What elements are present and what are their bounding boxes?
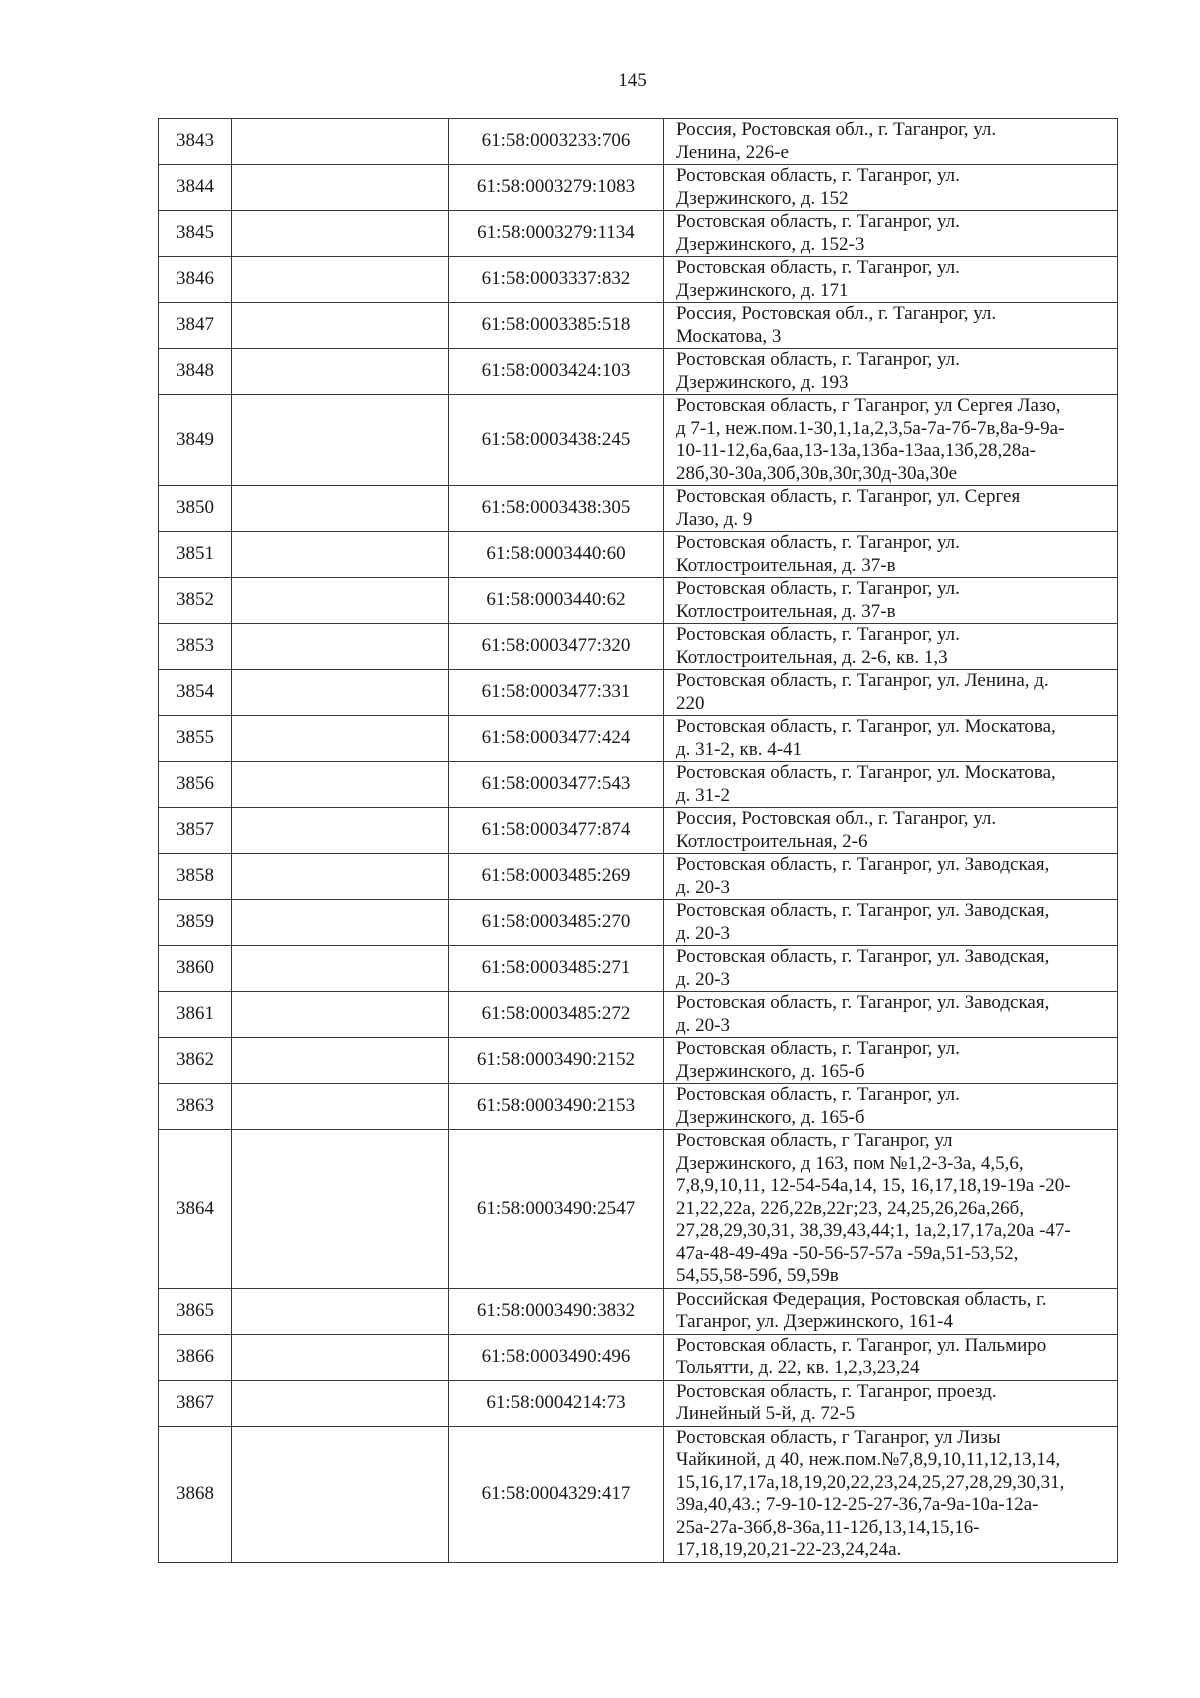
address-line: 17,18,19,20,21-22-23,24,24а. (676, 1539, 902, 1560)
row-number: 3846 (159, 257, 232, 303)
address-cell (664, 1084, 1118, 1130)
table-row (159, 1288, 1118, 1334)
cadastral-number: 61:58:0003477:331 (449, 670, 664, 716)
row-number: 3857 (159, 808, 232, 854)
table-row (159, 349, 1118, 395)
address-line: Ростовская область, г. Таганрог, ул. Пальмиро (676, 1334, 1047, 1356)
cadastral-number: 61:58:0003337:832 (449, 257, 664, 303)
registry-table-body (159, 119, 1118, 1563)
cadastral-number: 61:58:0003490:2547 (449, 1130, 664, 1289)
address-cell (664, 532, 1118, 578)
row-number: 3855 (159, 716, 232, 762)
address-cell (664, 119, 1118, 165)
empty-cell (232, 854, 449, 900)
empty-cell (232, 808, 449, 854)
row-number: 3843 (159, 119, 232, 165)
address-cell (664, 578, 1118, 624)
row-number: 3861 (159, 992, 232, 1038)
address-line: д. 20-3 (676, 922, 730, 944)
address-line: 27,28,29,30,31, 38,39,43,44;1, 1а,2,17,17а,20а -47- (676, 1220, 1071, 1241)
table-row (159, 211, 1118, 257)
address-cell (664, 992, 1118, 1038)
empty-cell (232, 670, 449, 716)
address-line: Ростовская область, г Таганрог, ул (676, 1130, 953, 1151)
address-line: Тольятти, д. 22, кв. 1,2,3,23,24 (676, 1357, 920, 1378)
address-cell (664, 257, 1118, 303)
table-row (159, 1130, 1118, 1289)
address-line: Ростовская область, г. Таганрог, ул. (676, 1038, 960, 1059)
table-row (159, 486, 1118, 532)
row-number: 3863 (159, 1084, 232, 1130)
address-line: Дзержинского, д. 193 (676, 371, 849, 393)
address-cell (664, 165, 1118, 211)
cadastral-number: 61:58:0003233:706 (449, 119, 664, 165)
address-cell (664, 946, 1118, 992)
row-number: 3854 (159, 670, 232, 716)
row-number: 3860 (159, 946, 232, 992)
address-cell (664, 1288, 1118, 1334)
cadastral-number: 61:58:0003490:2152 (449, 1038, 664, 1084)
cadastral-number: 61:58:0003424:103 (449, 349, 664, 395)
address-line: Ростовская область, г Таганрог, ул Лизы (676, 1426, 1001, 1448)
table-row (159, 946, 1118, 992)
table-row (159, 624, 1118, 670)
address-cell (664, 1380, 1118, 1426)
cadastral-number: 61:58:0003490:3832 (449, 1288, 664, 1334)
table-row (159, 808, 1118, 854)
table-row (159, 532, 1118, 578)
cadastral-number: 61:58:0003485:272 (449, 992, 664, 1038)
page-number: 145 (618, 70, 647, 91)
empty-cell (232, 1334, 449, 1380)
address-line: Ростовская область, г. Таганрог, ул. (676, 624, 960, 645)
table-row (159, 762, 1118, 808)
row-number: 3850 (159, 486, 232, 532)
cadastral-number: 61:58:0003490:496 (449, 1334, 664, 1380)
table-row (159, 1426, 1118, 1562)
address-line: д. 31-2, кв. 4-41 (676, 738, 803, 760)
address-line: Котлостроительная, 2-6 (676, 830, 868, 852)
row-number: 3867 (159, 1380, 232, 1426)
address-line: 21,22,22а, 22б,22в,22г;23, 24,25,26,26а,26б, (676, 1197, 1024, 1219)
row-number: 3865 (159, 1288, 232, 1334)
empty-cell (232, 532, 449, 578)
row-number: 3868 (159, 1426, 232, 1562)
cadastral-number: 61:58:0004329:417 (449, 1426, 664, 1562)
empty-cell (232, 257, 449, 303)
empty-cell (232, 1084, 449, 1130)
address-line: Ростовская область, г Таганрог, ул Сергея Лазо, (676, 395, 1061, 416)
address-line: Дзержинского, д. 165-б (676, 1106, 865, 1128)
row-number: 3866 (159, 1334, 232, 1380)
address-cell (664, 808, 1118, 854)
address-line: д. 20-3 (676, 876, 730, 898)
address-line: Ростовская область, г. Таганрог, ул. (676, 349, 960, 370)
address-cell (664, 762, 1118, 808)
row-number: 3852 (159, 578, 232, 624)
table-row (159, 670, 1118, 716)
address-line: Ленина, 226-е (676, 141, 789, 163)
address-line: Ростовская область, г. Таганрог, ул. (676, 211, 960, 232)
empty-cell (232, 762, 449, 808)
address-cell (664, 349, 1118, 395)
table-row (159, 1380, 1118, 1426)
address-line: Ростовская область, г. Таганрог, ул. Заводская, (676, 854, 1050, 875)
table-row (159, 119, 1118, 165)
address-line: Россия, Ростовская обл., г. Таганрог, ул. (676, 303, 997, 324)
registry-table (158, 118, 1118, 1563)
empty-cell (232, 303, 449, 349)
address-line: Ростовская область, г. Таганрог, ул. (676, 165, 960, 186)
address-line: Котлостроительная, д. 37-в (676, 600, 896, 622)
table-row (159, 395, 1118, 486)
row-number: 3845 (159, 211, 232, 257)
row-number: 3853 (159, 624, 232, 670)
cadastral-number: 61:58:0003490:2153 (449, 1084, 664, 1130)
address-cell (664, 900, 1118, 946)
row-number: 3849 (159, 395, 232, 486)
address-cell (664, 854, 1118, 900)
address-line: д 7-1, неж.пом.1-30,1,1а,2,3,5а-7а-7б-7в,8а-9-9а- (676, 417, 1065, 439)
table-row (159, 854, 1118, 900)
address-cell (664, 1130, 1118, 1289)
row-number: 3859 (159, 900, 232, 946)
cadastral-number: 61:58:0003279:1083 (449, 165, 664, 211)
address-line: Дзержинского, д. 152 (676, 187, 849, 209)
empty-cell (232, 486, 449, 532)
cadastral-number: 61:58:0003485:270 (449, 900, 664, 946)
empty-cell (232, 1380, 449, 1426)
cadastral-number: 61:58:0003477:424 (449, 716, 664, 762)
cadastral-number: 61:58:0004214:73 (449, 1380, 664, 1426)
table-row (159, 578, 1118, 624)
address-line: Россия, Ростовская обл., г. Таганрог, ул. (676, 808, 997, 829)
address-line: 10-11-12,6а,6аа,13-13а,13ба-13аа,13б,28,28а- (676, 440, 1036, 461)
address-cell (664, 716, 1118, 762)
address-line: Котлостроительная, д. 37-в (676, 554, 896, 576)
table-row (159, 992, 1118, 1038)
empty-cell (232, 900, 449, 946)
address-line: д. 20-3 (676, 968, 730, 990)
address-cell (664, 1038, 1118, 1084)
address-cell (664, 670, 1118, 716)
empty-cell (232, 1130, 449, 1289)
table-row (159, 303, 1118, 349)
empty-cell (232, 624, 449, 670)
table-row (159, 1084, 1118, 1130)
row-number: 3848 (159, 349, 232, 395)
empty-cell (232, 1038, 449, 1084)
address-line: Чайкиной, д 40, неж.пом.№7,8,9,10,11,12,13,14, (676, 1449, 1061, 1470)
cadastral-number: 61:58:0003279:1134 (449, 211, 664, 257)
empty-cell (232, 946, 449, 992)
address-line: Ростовская область, г. Таганрог, ул. Ленина, д. (676, 670, 1049, 691)
address-line: Ростовская область, г. Таганрог, ул. Заводская, (676, 946, 1050, 967)
address-line: 28б,30-30а,30б,30в,30г,30д-30а,30е (676, 462, 958, 484)
empty-cell (232, 349, 449, 395)
address-cell (664, 303, 1118, 349)
table-row (159, 257, 1118, 303)
address-cell (664, 395, 1118, 486)
address-line: Ростовская область, г. Таганрог, ул. Москатова, (676, 762, 1056, 783)
address-line: 25а-27а-36б,8-36а,11-12б,13,14,15,16- (676, 1516, 980, 1538)
address-cell (664, 486, 1118, 532)
cadastral-number: 61:58:0003477:874 (449, 808, 664, 854)
empty-cell (232, 716, 449, 762)
empty-cell (232, 992, 449, 1038)
address-line: Ростовская область, г. Таганрог, ул. (676, 532, 960, 553)
address-line: Ростовская область, г. Таганрог, ул. (676, 578, 960, 599)
table-row (159, 165, 1118, 211)
row-number: 3847 (159, 303, 232, 349)
address-line: Ростовская область, г. Таганрог, ул. Москатова, (676, 716, 1056, 737)
address-line: Ростовская область, г. Таганрог, ул. Заводская, (676, 992, 1050, 1013)
row-number: 3851 (159, 532, 232, 578)
address-line: Ростовская область, г. Таганрог, ул. (676, 257, 960, 278)
address-line: Дзержинского, д. 152-3 (676, 233, 865, 255)
row-number: 3858 (159, 854, 232, 900)
address-line: Дзержинского, д. 165-б (676, 1060, 865, 1082)
cadastral-number: 61:58:0003477:320 (449, 624, 664, 670)
row-number: 3856 (159, 762, 232, 808)
address-line: Котлостроительная, д. 2-6, кв. 1,3 (676, 646, 948, 668)
address-line: Дзержинского, д. 171 (676, 279, 849, 301)
address-line: 220 (676, 692, 705, 714)
address-cell (664, 1426, 1118, 1562)
address-line: Ростовская область, г. Таганрог, проезд. (676, 1380, 997, 1402)
address-cell (664, 211, 1118, 257)
table-row (159, 1038, 1118, 1084)
row-number: 3864 (159, 1130, 232, 1289)
address-line: Российская Федерация, Ростовская область, г. (676, 1288, 1047, 1310)
address-line: 39а,40,43.; 7-9-10-12-25-27-36,7а-9а-10а-12а- (676, 1494, 1039, 1515)
address-line: Ростовская область, г. Таганрог, ул. (676, 1084, 960, 1105)
address-line: Россия, Ростовская обл., г. Таганрог, ул. (676, 119, 997, 140)
address-line: Дзержинского, д 163, пом №1,2-3-3а, 4,5,6, (676, 1152, 1024, 1174)
address-line: д. 31-2 (676, 784, 730, 806)
cadastral-number: 61:58:0003440:60 (449, 532, 664, 578)
address-line: 47а-48-49-49а -50-56-57-57а -59а,51-53,52, (676, 1242, 1019, 1264)
address-line: Москатова, 3 (676, 325, 782, 347)
cadastral-number: 61:58:0003438:245 (449, 395, 664, 486)
empty-cell (232, 1288, 449, 1334)
address-cell (664, 1334, 1118, 1380)
cadastral-number: 61:58:0003485:271 (449, 946, 664, 992)
address-line: 7,8,9,10,11, 12-54-54а,14, 15, 16,17,18,19-19а -20- (676, 1175, 1071, 1196)
address-line: Таганрог, ул. Дзержинского, 161-4 (676, 1311, 953, 1332)
address-line: 54,55,58-59б, 59,59в (676, 1265, 839, 1286)
address-line: Ростовская область, г. Таганрог, ул. Сергея (676, 486, 1021, 507)
address-line: д. 20-3 (676, 1014, 730, 1036)
table-row (159, 900, 1118, 946)
empty-cell (232, 395, 449, 486)
empty-cell (232, 1426, 449, 1562)
table-row (159, 1334, 1118, 1380)
table-row (159, 716, 1118, 762)
empty-cell (232, 211, 449, 257)
row-number: 3862 (159, 1038, 232, 1084)
address-line: 15,16,17,17а,18,19,20,22,23,24,25,27,28,29,30,31, (676, 1471, 1065, 1493)
address-line: Ростовская область, г. Таганрог, ул. Заводская, (676, 900, 1050, 921)
cadastral-number: 61:58:0003438:305 (449, 486, 664, 532)
row-number: 3844 (159, 165, 232, 211)
cadastral-number: 61:58:0003440:62 (449, 578, 664, 624)
empty-cell (232, 165, 449, 211)
address-cell (664, 624, 1118, 670)
empty-cell (232, 578, 449, 624)
empty-cell (232, 119, 449, 165)
cadastral-number: 61:58:0003485:269 (449, 854, 664, 900)
address-line: Линейный 5-й, д. 72-5 (676, 1403, 856, 1424)
cadastral-number: 61:58:0003477:543 (449, 762, 664, 808)
cadastral-number: 61:58:0003385:518 (449, 303, 664, 349)
address-line: Лазо, д. 9 (676, 508, 753, 530)
